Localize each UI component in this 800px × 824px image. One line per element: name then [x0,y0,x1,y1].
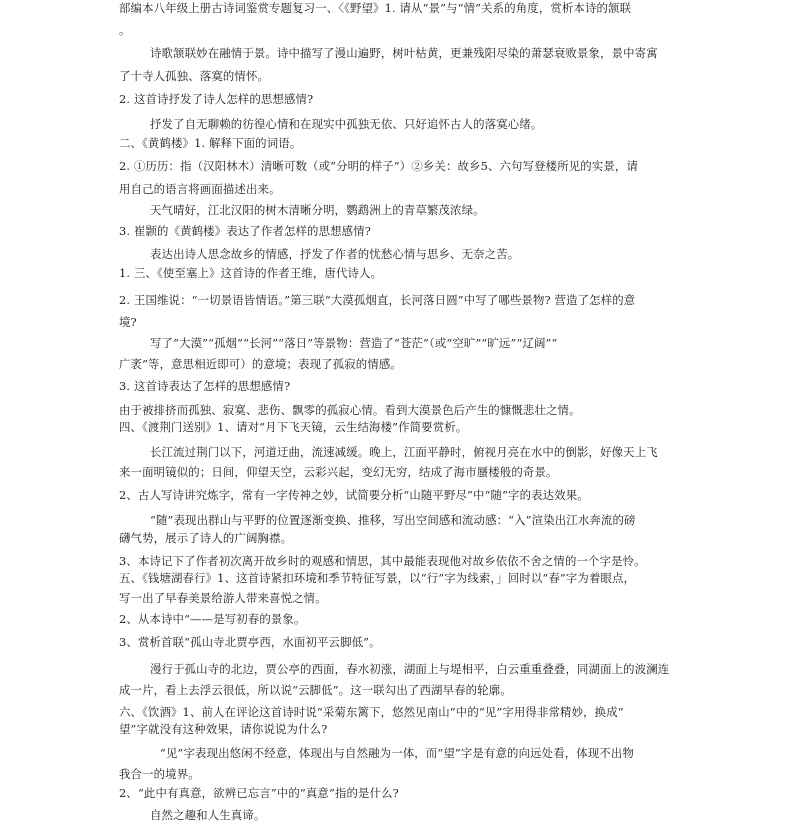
text-line: 3、本诗记下了作者初次离开故乡时的观感和情思，其中最能表现他对故乡依依不舍之情的一个字是怜。 [119,554,646,568]
text-line: 礴气势，展示了诗人的广阔胸襟。 [119,531,293,545]
text-line: 抒发了自无聊赖的彷徨心情和在现实中孤独无依、只好追怀古人的落寞心绪。 [150,117,543,131]
text-line: 广袤”等，意思相近即可）的意境；表现了孤寂的情感。 [119,357,402,371]
text-line: 五、《钱塘湖春行》1、这首诗紧扣环境和季节特征写景，以“行”字为线索，」回时以“春”字为着眼点， [119,571,636,585]
text-line: 2、“此中有真意，欲辨已忘言”中的“真意”指的是什么? [119,786,399,800]
text-line: 漫行于孤山寺的北边，贾公亭的西面，春水初涨，湖面上与堤相平，白云重重叠叠，同湖面上的波澜连 [150,662,670,676]
text-line: 二、《黄鹤楼》1. 解释下面的词语。 [119,136,302,150]
text-line: 我合一的境界。 [119,767,200,781]
text-line: 写一出了早春美景给游人带来喜悦之情。 [119,591,327,605]
text-line: 。 [119,23,131,37]
text-line: 写了“大漠”“孤烟”“长河”“落日”等景物：营造了“苍茫”（或“空旷”“旷远”“辽阔”“ [150,336,558,350]
text-line: 境? [119,315,137,329]
text-line: 3. 崔颢的《黄鹤楼》表达了作者怎样的思想感情? [119,224,372,238]
text-line: 表达出诗人思念故乡的情感，抒发了作者的忧愁心情与思乡、无奈之苦。 [150,247,520,261]
text-line: 2. ①历历：指（汉阳林木）清晰可数（或“分明的样子”）②乡关：故乡5、六句写登楼所见的实景，请 [119,159,638,173]
text-line: 了十寺人孤独、落寞的情怀。 [119,69,270,83]
text-line: 2、从本诗中“——是写初春的景象。 [119,612,306,626]
text-line: 部编本八年级上册古诗词鉴赏专题复习一、〈《野望》1. 请从“景”与“情”关系的角度，赏析本诗的颔联 [119,1,632,15]
text-line: “见”字表现出悠闲不经意，体现出与自然融为一体，而“望”字是有意的向远处看，体现不出物 [160,746,634,760]
text-line: 用自己的语言将画面描述出来。 [119,182,281,196]
text-line: 来一面明镜似的；日间，仰望天空，云彩兴起，变幻无穷，结成了海市蜃楼般的奇景。 [119,465,558,479]
text-line: 2. 这首诗抒发了诗人怎样的思想感情? [119,92,314,106]
text-line: 3. 这首诗表达了怎样的思想感情? [119,379,291,393]
text-line: 长江流过荆门以下，河道迂曲，流速减缓。晚上，江面平静时，俯视月亮在水中的倒影，好像天上飞 [150,445,658,459]
text-line: 2、古人写诗讲究炼字，常有一字传神之妙，试简要分析“山随平野尽”中“随”字的表达效果。 [119,488,589,502]
text-line: 自然之趣和人生真谛。 [150,808,266,822]
text-line: 四、《渡荆门送别》1、请对“月下飞天镜，云生结海楼”作简要赏析。 [119,420,468,434]
text-line: “随”表现出群山与平野的位置逐渐变换、推移，写出空间感和流动感：“入”渲染出江水奔流的磅 [150,513,636,527]
text-line: 天气晴好，江北汉阳的树木清晰分明，鹦鹉洲上的青草繁茂浓绿。 [150,203,485,217]
text-line: 由于被排挤而孤独、寂寞、悲伤、飘零的孤寂心情。看到大漠景色后产生的慷慨悲壮之情。 [119,403,581,417]
text-line: 3、赏析首联“孤山寺北贾亭西，水面初平云脚低”。 [119,635,381,649]
text-line: 成一片，看上去浮云很低，所以说“云脚低”。这一联勾出了西湖早春的轮廓。 [119,683,512,697]
text-line: 1. 三、《使至塞上》这首诗的作者王维，唐代诗人。 [119,266,383,280]
text-line: 望”字就没有这种效果，请你说说为什么? [119,722,328,736]
text-line: 2. 王国维说：“一切景语皆情语。”第三联“大漠孤烟直，长河落日圆”中写了哪些景物? 营造了怎样的意 [119,293,636,307]
text-line: 六、《饮酒》1、前人在评论这首诗时说“采菊东篱下，悠然见南山”中的“见”字用得非常精妙，换成“ [119,705,624,719]
text-line: 诗歌颔联妙在融情于景。诗中描写了漫山遍野，树叶枯黄，更兼残阳尽染的萧瑟衰败景象，景中寄寓 [150,46,658,60]
